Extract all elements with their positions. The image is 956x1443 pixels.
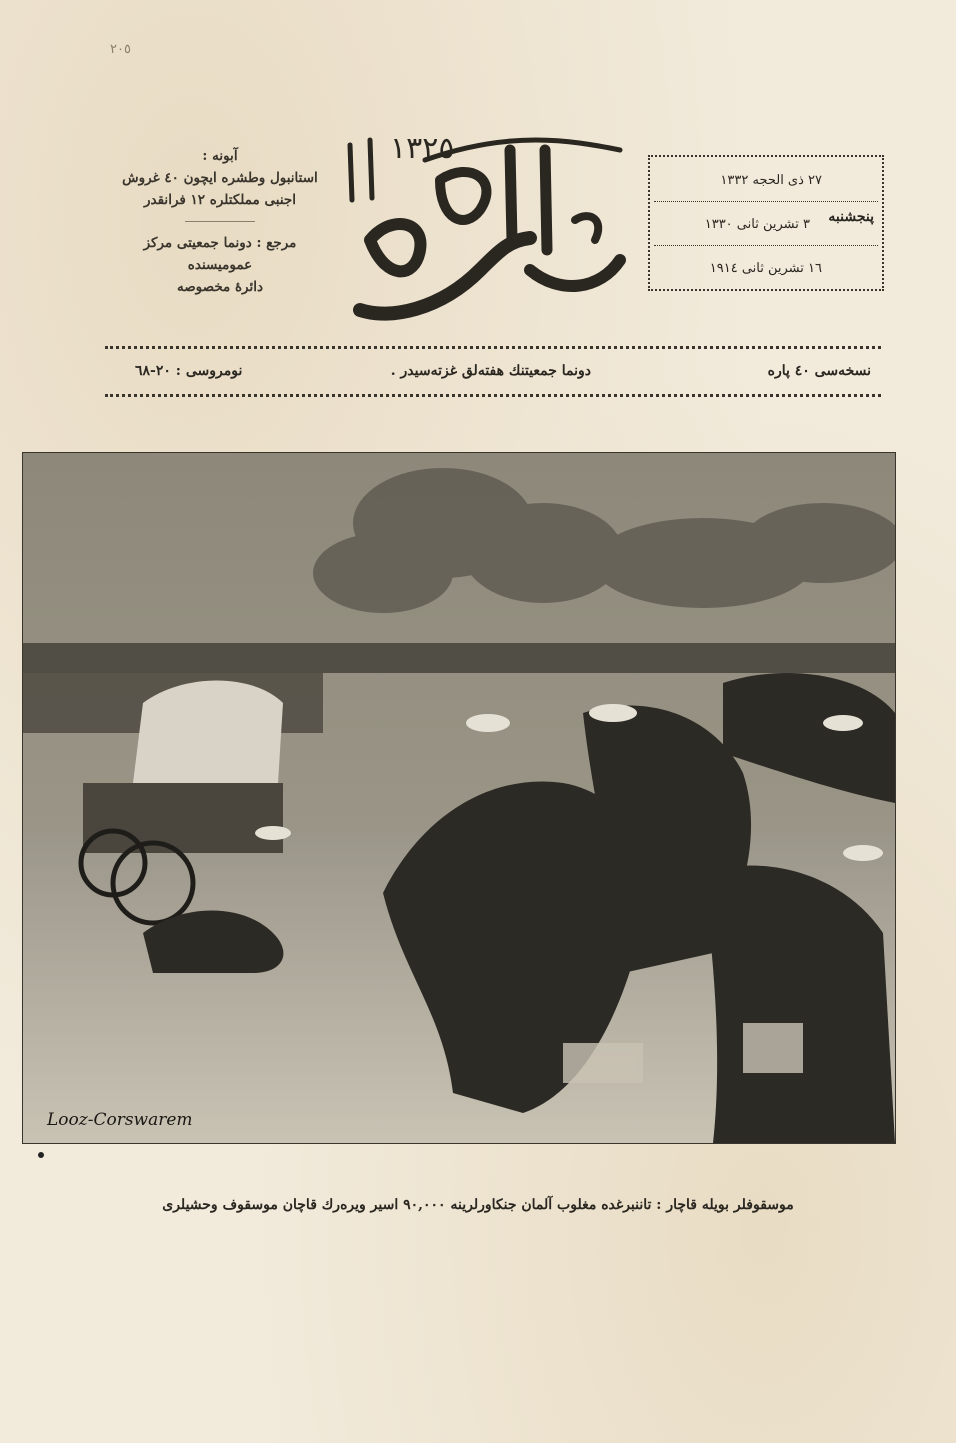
date-box [648,155,884,291]
divider [654,201,878,202]
motto: دونما جمعیتنك هفته‌لق غزته‌سیدر . [390,363,591,379]
subscription-domestic: استانبول وطشره ايچون ٤٠ غروش [122,170,318,186]
artist-signature: Looz-Corswarem [47,1110,193,1130]
illustration-artwork [23,453,895,1143]
battle-illustration [22,452,896,1144]
reference-office: دائرهٔ مخصوصه [176,279,264,295]
reference-line: مرجع : دونما جمعیتی مرکز عمومیسنده [143,235,297,273]
dotted-rule [105,394,881,397]
date-hijri: ٢٧ ذی الحجه ١٣٣٢ [720,173,822,188]
illustration-caption: موسقوفلر بویله قاچار : تاننبرغده مغلوب آلمان جنكاورلرینه ٩٠,٠٠٠ اسیر ویره‌رك قاچان موسقوف وحشیلری [162,1197,794,1213]
divider [185,221,255,222]
date-rumi: ٣ تشرين ثانی ١٣٣٠ [704,217,810,232]
masthead-year: ١٣٢٥ [390,131,455,166]
print-dot [38,1152,44,1158]
dotted-rule [105,346,881,349]
masthead-logo [330,120,630,330]
divider [654,245,878,246]
corner-mark: ٢٠٥ [110,42,131,57]
subscription-title: آبونه : [202,148,238,164]
weekday-label: پنجشنبه [828,209,874,225]
issue-price: نسخه‌سی ٤٠ پاره [767,363,871,379]
issue-number: نومروسی : ٢٠-٦٨ [135,363,243,379]
subscription-foreign: اجنبی مملکتلره ١٢ فرانقدر [144,192,296,208]
masthead-calligraphy [330,120,630,330]
subscription-block [110,145,330,298]
info-band [105,342,881,404]
date-gregorian: ١٦ تشرين ثانی ١٩١٤ [709,261,822,276]
